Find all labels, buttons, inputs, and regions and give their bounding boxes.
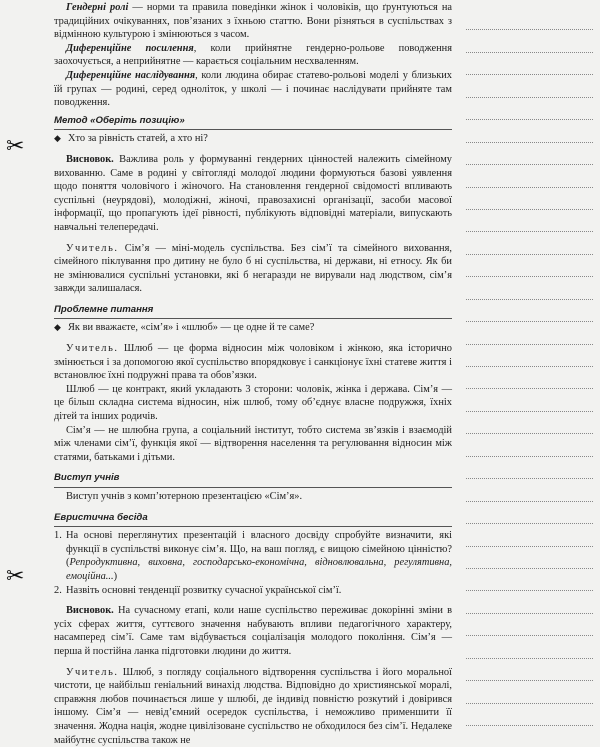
note-line bbox=[466, 75, 593, 97]
note-line bbox=[466, 98, 593, 120]
scissors-icon: ✂ bbox=[6, 134, 25, 159]
note-line bbox=[466, 300, 593, 322]
document-body bbox=[54, 1, 452, 747]
note-line bbox=[466, 434, 593, 456]
teacher-paragraph: Учитель. Шлюб — це форма відносин між чоловіком і жінкою, яка історично змінюється і за допомогою якої суспільство впорядковує і санкціонує їхні статеве життя і встановлює їхні подружні права та обов’язки. bbox=[54, 343, 452, 382]
diff-reinforcement-paragraph: Диференційне посилення, коли прийнятне гендерно-рольове поводження заохочується, а неприйнятне — карається соціальним несхваленням. bbox=[54, 42, 452, 68]
note-line bbox=[466, 502, 593, 524]
note-line bbox=[466, 412, 593, 434]
problem-heading: Проблемне питання bbox=[54, 303, 154, 315]
note-line bbox=[466, 479, 593, 501]
method-heading: Метод «Оберіть позицію» bbox=[54, 114, 185, 126]
diamond-bullet-icon: ◆ bbox=[54, 133, 61, 144]
note-line bbox=[466, 681, 593, 703]
method-question: ◆ Хто за рівність статей, а хто ні? bbox=[54, 133, 208, 145]
note-line bbox=[466, 322, 593, 344]
note-line bbox=[466, 659, 593, 681]
note-line bbox=[466, 367, 593, 389]
note-line bbox=[466, 255, 593, 277]
divider bbox=[54, 487, 452, 488]
divider bbox=[54, 526, 452, 527]
note-line bbox=[466, 143, 593, 165]
note-line bbox=[466, 704, 593, 726]
diff-imitation-paragraph: Диференційне наслідування, коли людина обирає статево-рольові моделі у близьких їй групах — родині, серед одноліток, у школі — і починає наслідувати прийняте там поводження. bbox=[54, 69, 452, 109]
divider bbox=[54, 129, 452, 130]
teacher-paragraph: Учитель. Сім’я — міні-модель суспільства. Без сім’ї та сімейного виховання, сімейного піклування про дитину не було б ні суспільства, ні держави, ні етносу. Як би не змінювалися суспільні установки, які б негаразди не вирували над людством, сім’я завжди залишалася. bbox=[54, 242, 452, 295]
note-line bbox=[466, 120, 593, 142]
note-line bbox=[466, 345, 593, 367]
note-line bbox=[466, 591, 593, 613]
note-line bbox=[466, 636, 593, 658]
family-group-paragraph: Сім’я — не шлюбна група, а соціальний інститут, тобто система зв’язків і взаємодій між членами сім’ї, функція якої — відтворення населення та регулювання відносин між статями, батьками і дітьми. bbox=[54, 424, 452, 463]
note-line bbox=[466, 232, 593, 254]
note-line bbox=[466, 614, 593, 636]
note-line bbox=[466, 165, 593, 187]
note-line bbox=[466, 457, 593, 479]
notes-column bbox=[466, 8, 593, 726]
conclusion-paragraph: Висновок. Важлива роль у формуванні гендерних цінностей належить сімейному вихованню. Саме в родині у світогляді молодої людини формуються базові уявлення щодо поняття чоловічого і жіночого. На становлення гендерної свідомості впливають суспільні (неурядові), молодіжні, жіночі, правозахисні організації, засоби масової інформації, що пропагують ідеї рівності, публікують відповідні матеріали, випускають навчальні телепередачі. bbox=[54, 153, 452, 233]
gender-roles-paragraph: Гендерні ролі — норми та правила поведінки жінок і чоловіків, що ґрунтуються на традиційних очікуваннях, пов’язаних з їхньою статтю. Вони різняться в суспільствах з відмінною культурою і змінюються з часом. bbox=[54, 2, 452, 41]
problem-question: ◆ Як ви вважаєте, «сім’я» і «шлюб» — це одне й те саме? bbox=[54, 322, 315, 334]
question-item: 1. На основі переглянутих презентацій і власного досвіду спробуйте визначити, які функції в суспільстві виконує сім’я. Що, на ваш погляд, є вищою сімейною цінністю? (Репродуктивна, виховна, господарсько-економічна, відновлювальна, регулятивна, емоційна...) bbox=[54, 530, 452, 582]
note-line bbox=[466, 524, 593, 546]
note-line bbox=[466, 53, 593, 75]
diamond-bullet-icon: ◆ bbox=[54, 322, 61, 333]
note-line bbox=[466, 30, 593, 52]
conclusion-paragraph: Висновок. На сучасному етапі, коли наше суспільство переживає докорінні зміни в усіх сферах життя, суттєвого значення набувають впливи педагогічного характеру, насамперед сім’ї. Саме там відбувається соціалізація молодого покоління. Сім’я — перша й постійна ланка підготовки людини до життя. bbox=[54, 605, 452, 657]
note-line bbox=[466, 210, 593, 232]
heuristic-heading: Евристична бесіда bbox=[54, 511, 148, 523]
divider bbox=[54, 318, 452, 319]
students-heading: Виступ учнів bbox=[54, 472, 120, 484]
marriage-contract-paragraph: Шлюб — це контракт, який укладають 3 сторони: чоловік, жінка і держава. Сім’я — це більш складна система відносин, ніж шлюб, тому об’єднує власне подружжя, їхніх дітей та інших родичів. bbox=[54, 383, 452, 423]
students-paragraph: Виступ учнів з комп’ютерною презентацією «Сім’я». bbox=[66, 491, 303, 502]
question-item: 2. Назвіть основні тенденції розвитку сучасної української сім’ї. bbox=[54, 584, 342, 596]
note-line bbox=[466, 277, 593, 299]
scissors-icon: ✂ bbox=[6, 564, 25, 589]
teacher-paragraph: Учитель. Шлюб, з погляду соціального відтворення суспільства і його моральної чистоти, це найбільш геніальний винахід людства. Відповідно до християнської моралі, справжня любов починається лише у шлюбі, де індивід повністю розкутий і довірився іншому. Сім’я — невід’ємний осередок суспільства, і неможливо применшити її значення. Жодна нація, жодне цивілізоване суспільство не обходилося без сім’ї. Недалеке майбутнє суспільства також не bbox=[54, 666, 452, 746]
note-line bbox=[466, 569, 593, 591]
note-line bbox=[466, 547, 593, 569]
note-line bbox=[466, 188, 593, 210]
note-line bbox=[466, 8, 593, 30]
note-line bbox=[466, 389, 593, 411]
